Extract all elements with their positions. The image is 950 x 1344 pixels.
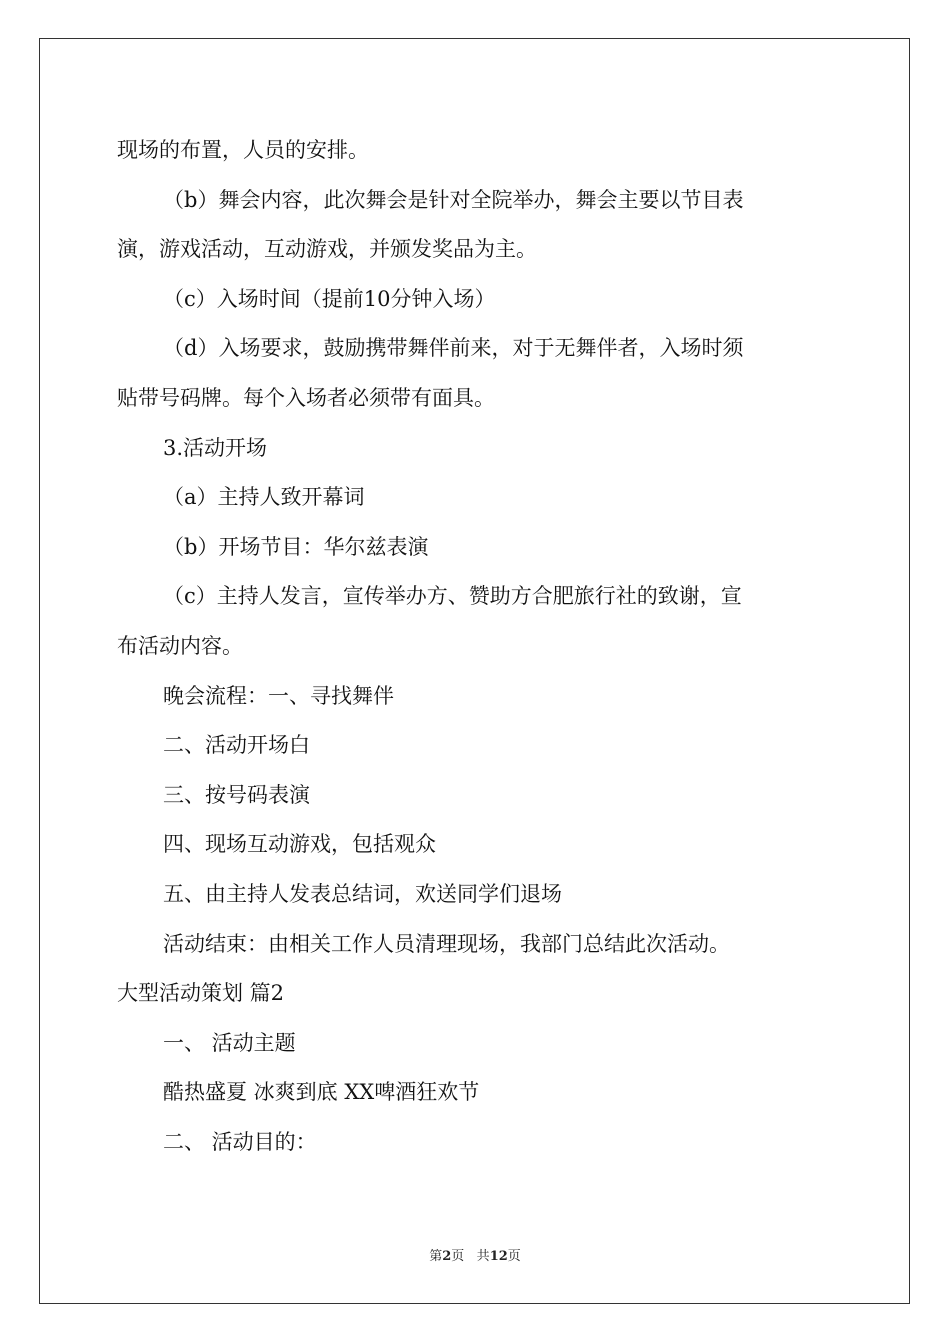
total-prefix: 共 [476, 1249, 490, 1264]
text-line: 二、活动开场白 [163, 733, 310, 758]
text-line: 五、由主持人发表总结词，欢送同学们退场 [163, 881, 562, 906]
total-suffix: 页 [507, 1249, 521, 1264]
page-suffix: 页 [451, 1249, 465, 1264]
page-prefix: 第 [429, 1249, 443, 1264]
text-line: 布活动内容。 [117, 633, 243, 658]
total-pages: 12 [489, 1249, 508, 1264]
article-title: 大型活动策划 篇2 [117, 981, 285, 1006]
page-footer [0, 1245, 950, 1264]
section-heading: 二、 活动目的： [163, 1129, 317, 1154]
document-body [117, 126, 837, 1167]
text-line: 现场的布置，人员的安排。 [117, 138, 369, 162]
page-number: 2 [442, 1249, 452, 1264]
text-line: （b）开场节目：华尔兹表演 [163, 534, 429, 559]
text-line: （c）主持人发言，宣传举办方、赞助方合肥旅行社的致谢，宣 [163, 584, 742, 609]
text-line: 酷热盛夏 冰爽到底 XX啤酒狂欢节 [163, 1080, 480, 1105]
text-line: 四、现场互动游戏，包括观众 [163, 832, 436, 857]
section-heading: 一、 活动主题 [163, 1030, 296, 1055]
text-line: （c）入场时间（提前10分钟入场） [163, 286, 496, 311]
text-line: 演，游戏活动，互动游戏，并颁发奖品为主。 [117, 237, 537, 262]
text-line: （d）入场要求，鼓励携带舞伴前来，对于无舞伴者，入场时须 [163, 336, 744, 361]
section-heading: 3.活动开场 [163, 435, 268, 460]
text-line: 贴带号码牌。每个入场者必须带有面具。 [117, 385, 495, 410]
text-line: 晚会流程：一、寻找舞伴 [163, 683, 394, 708]
text-line: 三、按号码表演 [163, 782, 310, 807]
text-line: （a）主持人致开幕词 [163, 485, 365, 510]
text-line: （b）舞会内容，此次舞会是针对全院举办，舞会主要以节目表 [163, 187, 744, 212]
text-line: 活动结束：由相关工作人员清理现场，我部门总结此次活动。 [163, 931, 730, 956]
